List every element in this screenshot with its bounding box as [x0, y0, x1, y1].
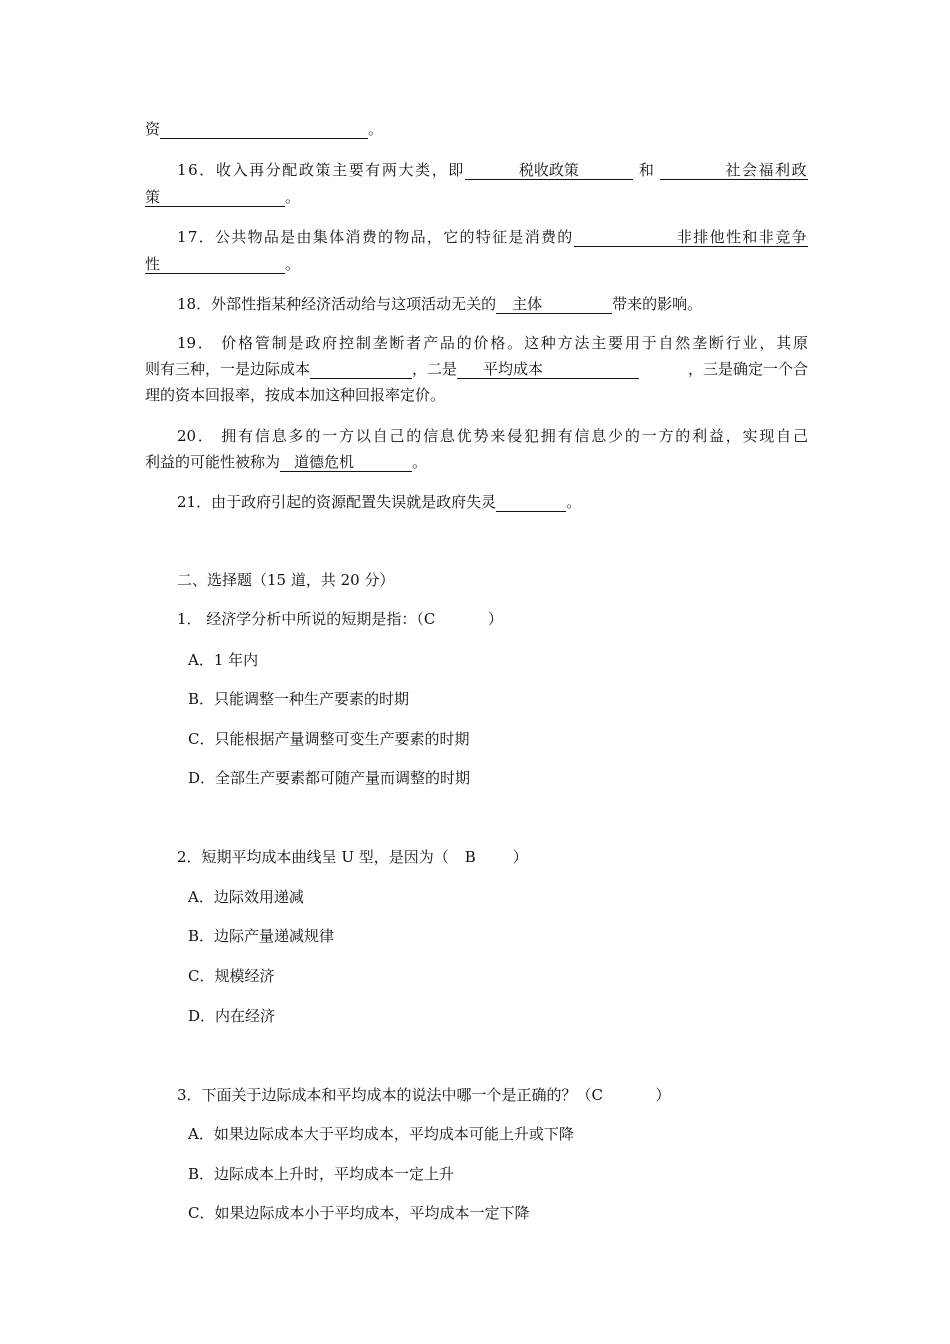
q20-answer-text: 道德危机 [294, 453, 355, 471]
q17-line1 [177, 227, 808, 247]
mc-q3-option-b: B．边际成本上升时，平均成本一定上升 [188, 1165, 455, 1183]
q18-end: 带来的影响。 [612, 295, 703, 313]
q20-line1: 20． 拥有信息多的一方以自己的信息优势来侵犯拥有信息少的一方的利益，实现自己 [177, 427, 808, 445]
mc-q3-stem-text: 3．下面关于边际成本和平均成本的说法中哪一个是正确的？（ [177, 1086, 592, 1104]
q16-answer2-part2-text: 策 [145, 188, 161, 206]
q17-answer-part2 [145, 255, 285, 274]
q18-prefix: 18．外部性指某种经济活动给与这项活动无关的 [177, 295, 497, 313]
q21-blank [496, 493, 566, 512]
q15-tail-text: 资 [145, 120, 161, 138]
q19-answer2 [457, 360, 639, 379]
q19-blank1 [310, 360, 412, 379]
mc-q1-option-d: D．全部生产要素都可随产量而调整的时期 [188, 769, 471, 787]
q19-line2-mid: ，二是 [412, 360, 458, 378]
mc-q3-stem [177, 1085, 671, 1105]
q17-answer-part2-text: 性 [145, 255, 161, 273]
q18-line [177, 294, 702, 314]
q16-answer2-part1-text: 社会福利政 [725, 161, 808, 179]
q16-line1 [177, 160, 808, 180]
q16-prefix: 16．收入再分配政策主要有两大类，即 [177, 161, 465, 179]
section2-heading: 二、选择题（15 道，共 20 分） [177, 571, 395, 589]
mc-q2-option-d: D．内在经济 [188, 1007, 276, 1025]
mc-q1-option-c: C．只能根据产量调整可变生产要素的时期 [188, 730, 470, 748]
q16-answer1-text: 税收政策 [518, 161, 579, 179]
q19-line2-prefix: 则有三种，一是边际成本 [145, 360, 311, 378]
q18-answer-text: 主体 [512, 295, 543, 313]
q19-answer2-text: 平均成本 [483, 360, 544, 378]
q19-line2 [145, 359, 808, 379]
q20-line2-prefix: 利益的可能性被称为 [145, 453, 281, 471]
q16-mid: 和 [638, 161, 654, 179]
mc-q3-answer: C [591, 1086, 604, 1104]
q16-answer2-part2 [145, 188, 285, 207]
mc-q1-stem [177, 609, 503, 629]
q16-answer1 [465, 161, 633, 180]
mc-q2-close: ） [512, 848, 528, 866]
mc-q2-option-a: A．边际效用递减 [188, 888, 304, 906]
mc-q2-stem-text: 2．短期平均成本曲线呈 U 型，是因为（ [177, 848, 449, 866]
mc-q3-option-a: A．如果边际成本大于平均成本，平均成本可能上升或下降 [188, 1125, 574, 1143]
q17-prefix: 17．公共物品是由集体消费的物品，它的特征是消费的 [177, 228, 574, 246]
mc-q1-option-b: B．只能调整一种生产要素的时期 [188, 690, 410, 708]
q21-end: 。 [566, 493, 582, 511]
mc-q1-stem-text: 1． 经济学分析中所说的短期是指：（ [177, 610, 424, 628]
q17-answer-part1 [574, 228, 808, 247]
q18-answer [496, 295, 612, 314]
mc-q2-option-b: B．边际产量递减规律 [188, 927, 335, 945]
q19-line2-end: ，三是确定一个合 [687, 360, 808, 378]
mc-q1-option-a: A．1 年内 [188, 651, 259, 669]
mc-q1-close: ） [487, 610, 503, 628]
q20-answer [280, 453, 412, 472]
q16-line2 [145, 187, 300, 207]
q21-line [177, 492, 581, 512]
mc-q1-answer: C [423, 610, 436, 628]
mc-q3-option-c: C．如果边际成本小于平均成本，平均成本一定下降 [188, 1204, 530, 1222]
q21-text: 21．由于政府引起的资源配置失误就是政府失灵 [177, 493, 497, 511]
q17-end: 。 [285, 255, 301, 273]
q15-blank [160, 120, 368, 139]
q17-line2 [145, 254, 300, 274]
q20-end: 。 [412, 453, 428, 471]
q16-answer2-part1 [660, 161, 808, 180]
q15-tail-line [145, 119, 383, 139]
mc-q2-answer: B [464, 848, 476, 866]
q19-line1: 19． 价格管制是政府控制垄断者产品的价格。这种方法主要用于自然垄断行业，其原 [177, 334, 808, 352]
mc-q2-option-c: C．规模经济 [188, 967, 275, 985]
q16-end: 。 [285, 188, 301, 206]
mc-q3-close: ） [655, 1086, 671, 1104]
q15-end: 。 [368, 120, 384, 138]
q20-line2 [145, 452, 427, 472]
q19-line3: 理的资本回报率，按成本加这种回报率定价。 [145, 386, 446, 404]
mc-q2-stem [177, 847, 528, 867]
q17-answer-part1-text: 非排他性和非竞争 [676, 228, 808, 246]
